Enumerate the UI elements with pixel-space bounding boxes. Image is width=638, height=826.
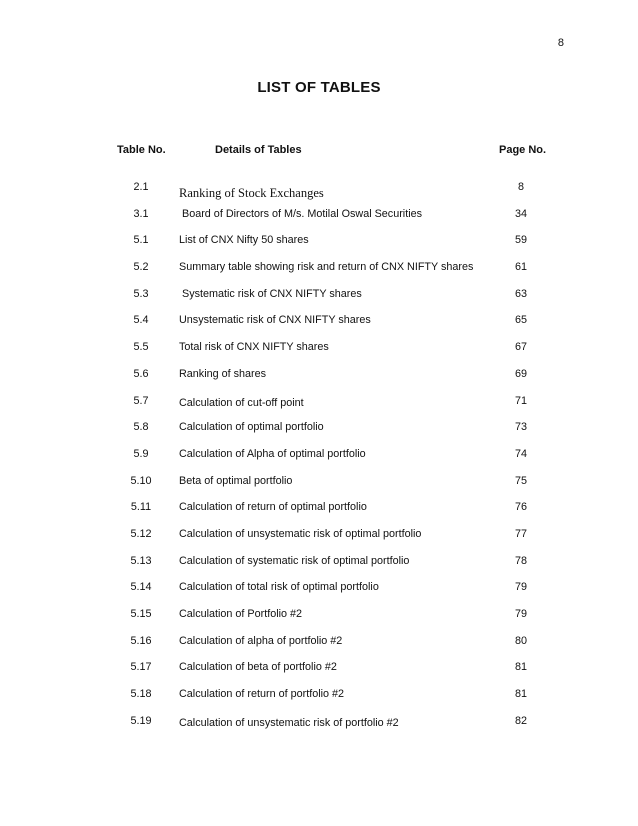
table-number: 5.6: [133, 367, 149, 380]
table-details: List of CNX Nifty 50 shares: [179, 234, 309, 247]
table-page: 75: [514, 474, 527, 487]
table-row: [0, 715, 638, 742]
table-number: 5.13: [130, 554, 152, 567]
header-details: Details of Tables: [215, 144, 302, 156]
table-page: 74: [514, 447, 527, 460]
table-row: [0, 234, 638, 261]
table-details: Calculation of systematic risk of optimal portfolio: [179, 554, 410, 567]
table-number: 5.2: [133, 261, 149, 274]
table-details: Total risk of CNX NIFTY shares: [179, 341, 329, 354]
table-row: [0, 501, 638, 528]
table-page: 76: [514, 501, 527, 514]
table-page: 78: [514, 554, 527, 567]
table-row: [0, 288, 638, 315]
table-details: Calculation of optimal portfolio: [179, 421, 324, 434]
table-number: 5.14: [130, 581, 152, 594]
table-row: [0, 314, 638, 341]
table-details: Board of Directors of M/s. Motilal Oswal Securities: [179, 207, 423, 220]
table-row: [0, 635, 638, 662]
table-details: Systematic risk of CNX NIFTY shares: [179, 287, 362, 300]
table-details: Calculation of return of optimal portfolio: [179, 501, 367, 514]
table-list: [0, 181, 638, 741]
table-page: 69: [514, 367, 527, 380]
table-details: Calculation of unsystematic risk of optimal portfolio: [179, 527, 422, 540]
table-details: Unsystematic risk of CNX NIFTY shares: [179, 314, 371, 327]
table-details: Calculation of Alpha of optimal portfolio: [179, 447, 366, 460]
table-number: 5.12: [130, 527, 152, 540]
table-number: 5.9: [133, 447, 149, 460]
table-details: Ranking of shares: [179, 367, 267, 380]
table-details: Calculation of return of portfolio #2: [179, 688, 345, 701]
table-details: Calculation of beta of portfolio #2: [179, 661, 337, 674]
table-number: 5.16: [130, 634, 152, 647]
table-row: [0, 581, 638, 608]
table-details: Calculation of unsystematic risk of portfolio #2: [179, 716, 399, 729]
table-page: 77: [514, 527, 527, 540]
table-details: Calculation of total risk of optimal portfolio: [179, 581, 379, 594]
table-number: 5.10: [130, 474, 152, 487]
table-page: 82: [514, 714, 527, 727]
table-page: 73: [514, 421, 527, 434]
table-row: [0, 368, 638, 395]
table-details: Calculation of alpha of portfolio #2: [179, 634, 343, 647]
table-page: 65: [514, 314, 527, 327]
table-details: Ranking of Stock Exchanges: [179, 186, 324, 200]
table-number: 3.1: [133, 207, 149, 220]
table-number: 5.11: [130, 501, 152, 514]
table-page: 80: [514, 634, 527, 647]
table-details: Summary table showing risk and return of CNX NIFTY shares: [179, 261, 474, 274]
header-table-no: Table No.: [117, 144, 166, 156]
table-number: 5.5: [133, 341, 149, 354]
table-row: [0, 528, 638, 555]
table-details: Beta of optimal portfolio: [179, 474, 293, 487]
table-page: 8: [517, 181, 524, 193]
page-number: 8: [557, 37, 564, 49]
table-page: 59: [514, 234, 527, 247]
table-row: [0, 208, 638, 235]
table-page: 81: [514, 661, 527, 674]
table-number: 5.17: [130, 661, 152, 674]
table-row: [0, 608, 638, 635]
page-title: LIST OF TABLES: [257, 79, 381, 96]
table-number: 5.1: [133, 234, 149, 247]
table-page: 71: [514, 394, 527, 407]
table-page: 63: [514, 287, 527, 300]
table-number: 5.19: [130, 714, 152, 727]
table-number: 5.15: [130, 608, 152, 620]
table-row: [0, 421, 638, 448]
table-page: 67: [514, 341, 527, 354]
table-row: [0, 475, 638, 502]
table-number: 5.18: [130, 688, 152, 701]
table-row: [0, 555, 638, 582]
table-row: [0, 688, 638, 715]
table-row: [0, 261, 638, 288]
table-page: 61: [514, 261, 527, 274]
table-page: 34: [514, 207, 527, 220]
table-number: 5.8: [133, 421, 149, 434]
table-row: [0, 448, 638, 475]
table-row: [0, 661, 638, 688]
table-number: 5.3: [133, 287, 149, 300]
table-number: 2.1: [133, 181, 149, 193]
table-row: [0, 181, 638, 208]
table-page: 81: [514, 688, 527, 701]
table-page: 79: [514, 608, 527, 620]
table-row: [0, 341, 638, 368]
table-number: 5.7: [133, 394, 149, 407]
table-details: Calculation of cut-off point: [179, 396, 304, 409]
header-page-no: Page No.: [499, 144, 547, 156]
table-page: 79: [514, 581, 527, 594]
table-number: 5.4: [133, 314, 149, 327]
table-row: [0, 395, 638, 422]
table-details: Calculation of Portfolio #2: [179, 608, 303, 620]
